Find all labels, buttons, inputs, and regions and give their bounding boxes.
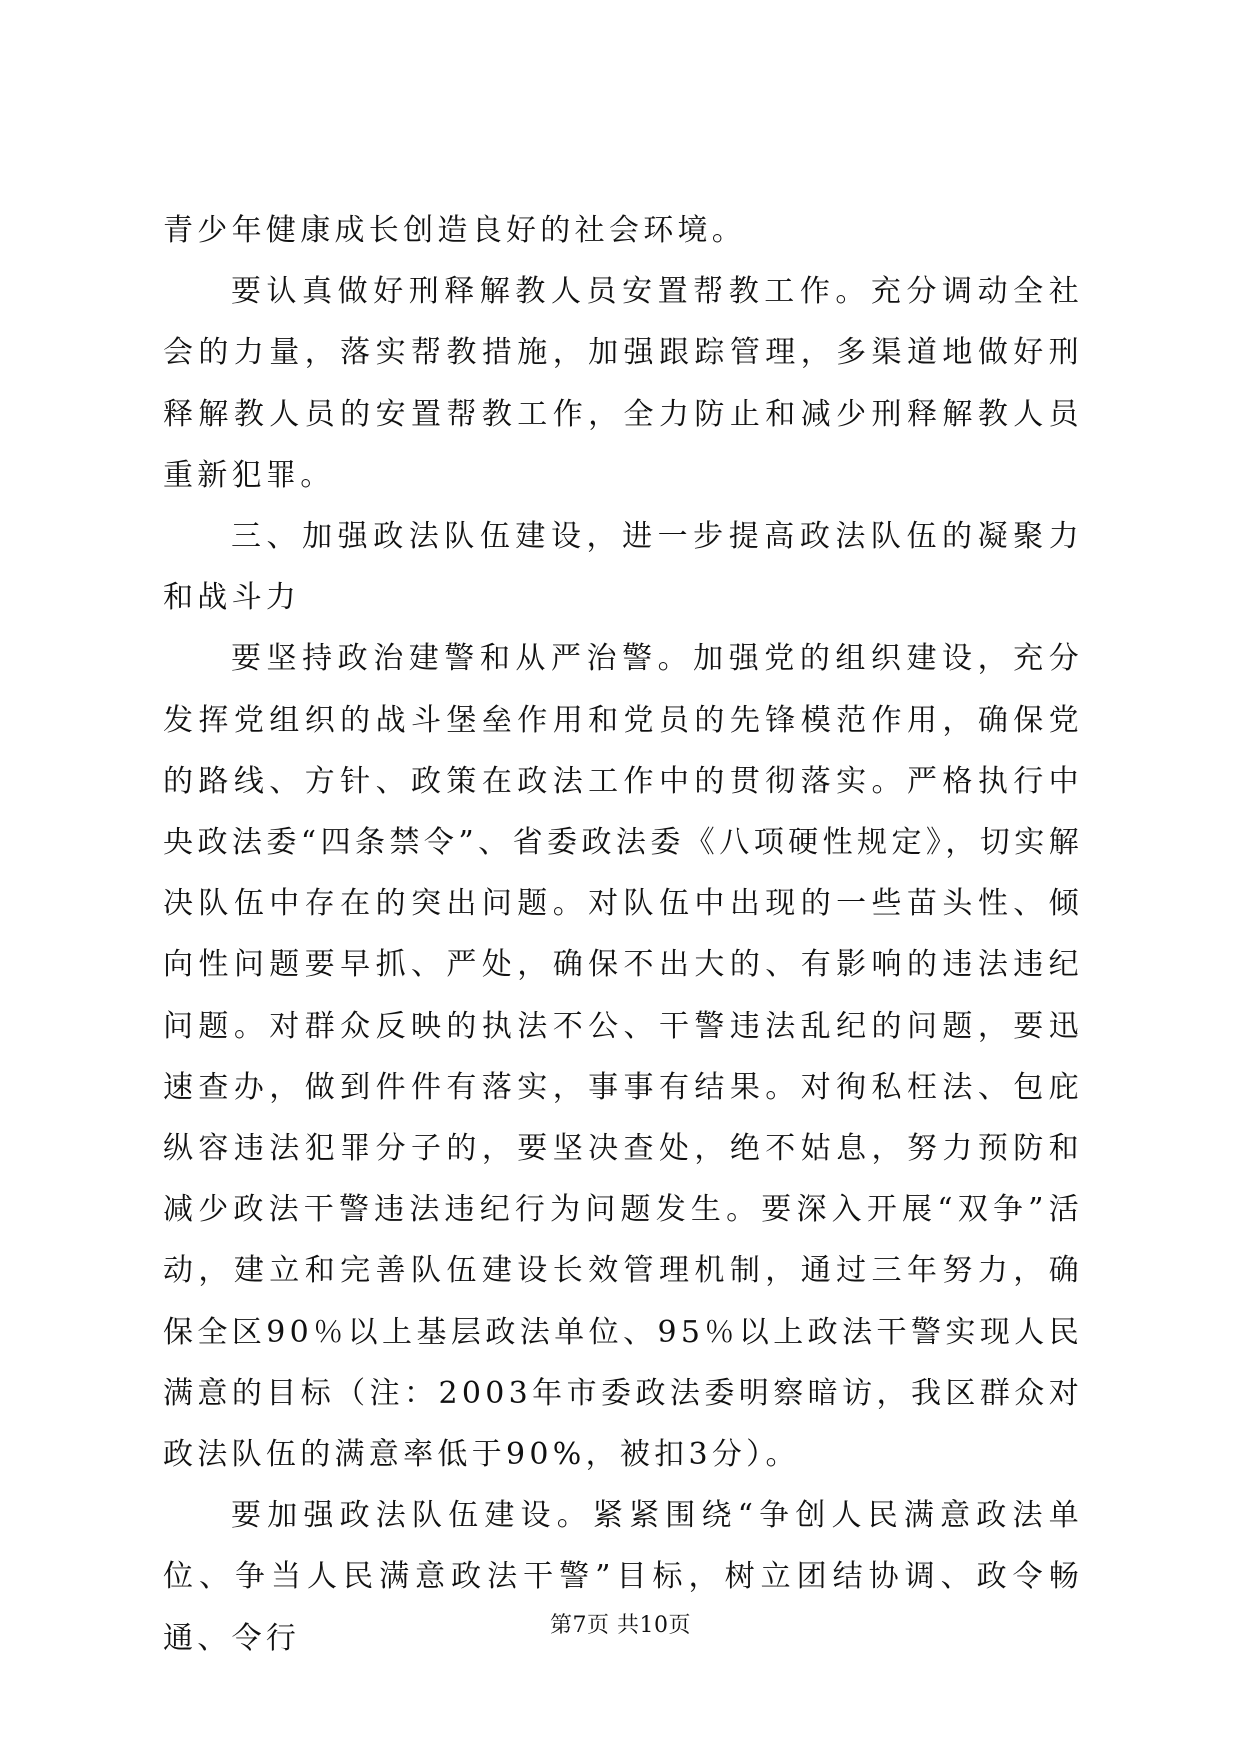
paragraph-1: 青少年健康成长创造良好的社会环境。	[163, 213, 747, 248]
paragraph-2: 要认真做好刑释解教人员安置帮教工作。充分调动全社会的力量，落实帮教措施，加强跟踪管理，多渠道地做好刑释解教人员的安置帮教工作，全力防止和减少刑释解教人员重新犯罪。	[163, 274, 1083, 493]
paragraph-4: 要坚持政治建警和从严治警。加强党的组织建设，充分发挥党组织的战斗堡垒作用和党员的先锋模范作用，确保党的路线、方针、政策在政法工作中的贯彻落实。严格执行中央政法委“四条禁令”、省委政法委《八项硬性规定》，切实解决队伍中存在的突出问题。对队伍中出现的一些苗头性、倾向性问题要早抓、严处，确保不出大的、有影响的违法违纪问题。对群众反映的执法不公、干警违法乱纪的问题，要迅速查办，做到件件有落实，事事有结果。对徇私枉法、包庇纵容违法犯罪分子的，要坚决查处，绝不姑息，努力预防和减少政法干警违法违纪行为问题发生。要深入开展“双争”活动，建立和完善队伍建设长效管理机制，通过三年努力，确保全区90％以上基层政法单位、95％以上政法干警实现人民满意的目标（注：2003年市委政法委明察暗访，我区群众对政法队伍的满意率低于90%，被扣3分）。	[163, 641, 1083, 1473]
paragraph-5: 要加强政法队伍建设。紧紧围绕“争创人民满意政法单位、争当人民满意政法干警”目标，树立团结协调、政令畅通、令行	[163, 1498, 1083, 1656]
page-number-footer: 第7页 共10页	[550, 1613, 691, 1638]
document-body	[163, 200, 1083, 1669]
section-heading-3: 三、加强政法队伍建设，进一步提高政法队伍的凝聚力和战斗力	[163, 519, 1083, 616]
